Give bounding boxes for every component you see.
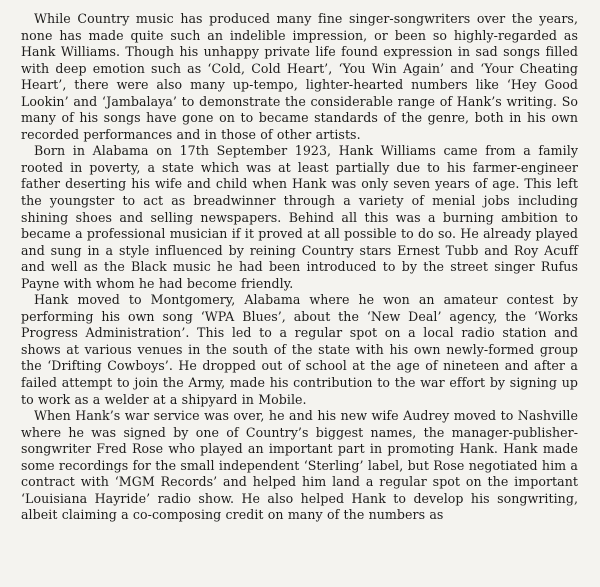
body-text (21, 11, 578, 524)
paragraph-nashville: When Hank’s war service was over, he and his new wife Audrey moved to Nashville where he was signed by one of Country’s biggest names, the manager-publisher-songwriter Fred Rose who played an important part in promoting Hank. Hank made some recordings for the small independent ‘Sterling’ label, but Rose negotiated him a contract with ‘MGM Records’ and helped him land a regular spot on the important ‘Louisiana Hayride’ radio show. He also helped Hank to develop his songwriting, albeit claiming a co-composing credit on many of the numbers as (21, 408, 578, 523)
paragraph-montgomery: Hank moved to Montgomery, Alabama where he won an amateur contest by performing his own song ‘WPA Blues’, about the ‘New Deal’ agency, the ‘Works Progress Administration’. This led to a regular spot on a local radio station and shows at various venues in the south of the state with his own newly-formed group the ‘Drifting Cowboys’. He dropped out of school at the age of nineteen and after a failed attempt to join the Army, made his contribution to the war effort by signing up to work as a welder at a shipyard in Mobile. (21, 292, 578, 407)
paragraph-intro: While Country music has produced many fine singer-songwriters over the years, none has made quite such an indelible impression, or been so highly-regarded as Hank Williams. Though his unhappy private life found expression in sad songs filled with deep emotion such as ‘Cold, Cold Heart’, ‘You Win Again’ and ‘Your Cheating Heart’, there were also many up-tempo, lighter-hearted numbers like ‘Hey Good Lookin’ and ‘Jambalaya’ to demonstrate the considerable range of Hank’s writing. So many of his songs have gone on to became standards of the genre, both in his own recorded performances and in those of other artists. (21, 11, 578, 142)
paragraph-early-life: Born in Alabama on 17th September 1923, Hank Williams came from a family rooted in poverty, a state which was at least partially due to his farmer-engineer father deserting his wife and child when Hank was only seven years of age. This left the youngster to act as breadwinner through a variety of menial jobs including shining shoes and selling newspapers. Behind all this was a burning ambition to became a professional musician if it proved at all possible to do so. He already played and sung in a style influenced by reining Country stars Ernest Tubb and Roy Acuff and well as the Black music he had been introduced to by the street singer Rufus Payne with whom he had become friendly. (21, 143, 578, 291)
